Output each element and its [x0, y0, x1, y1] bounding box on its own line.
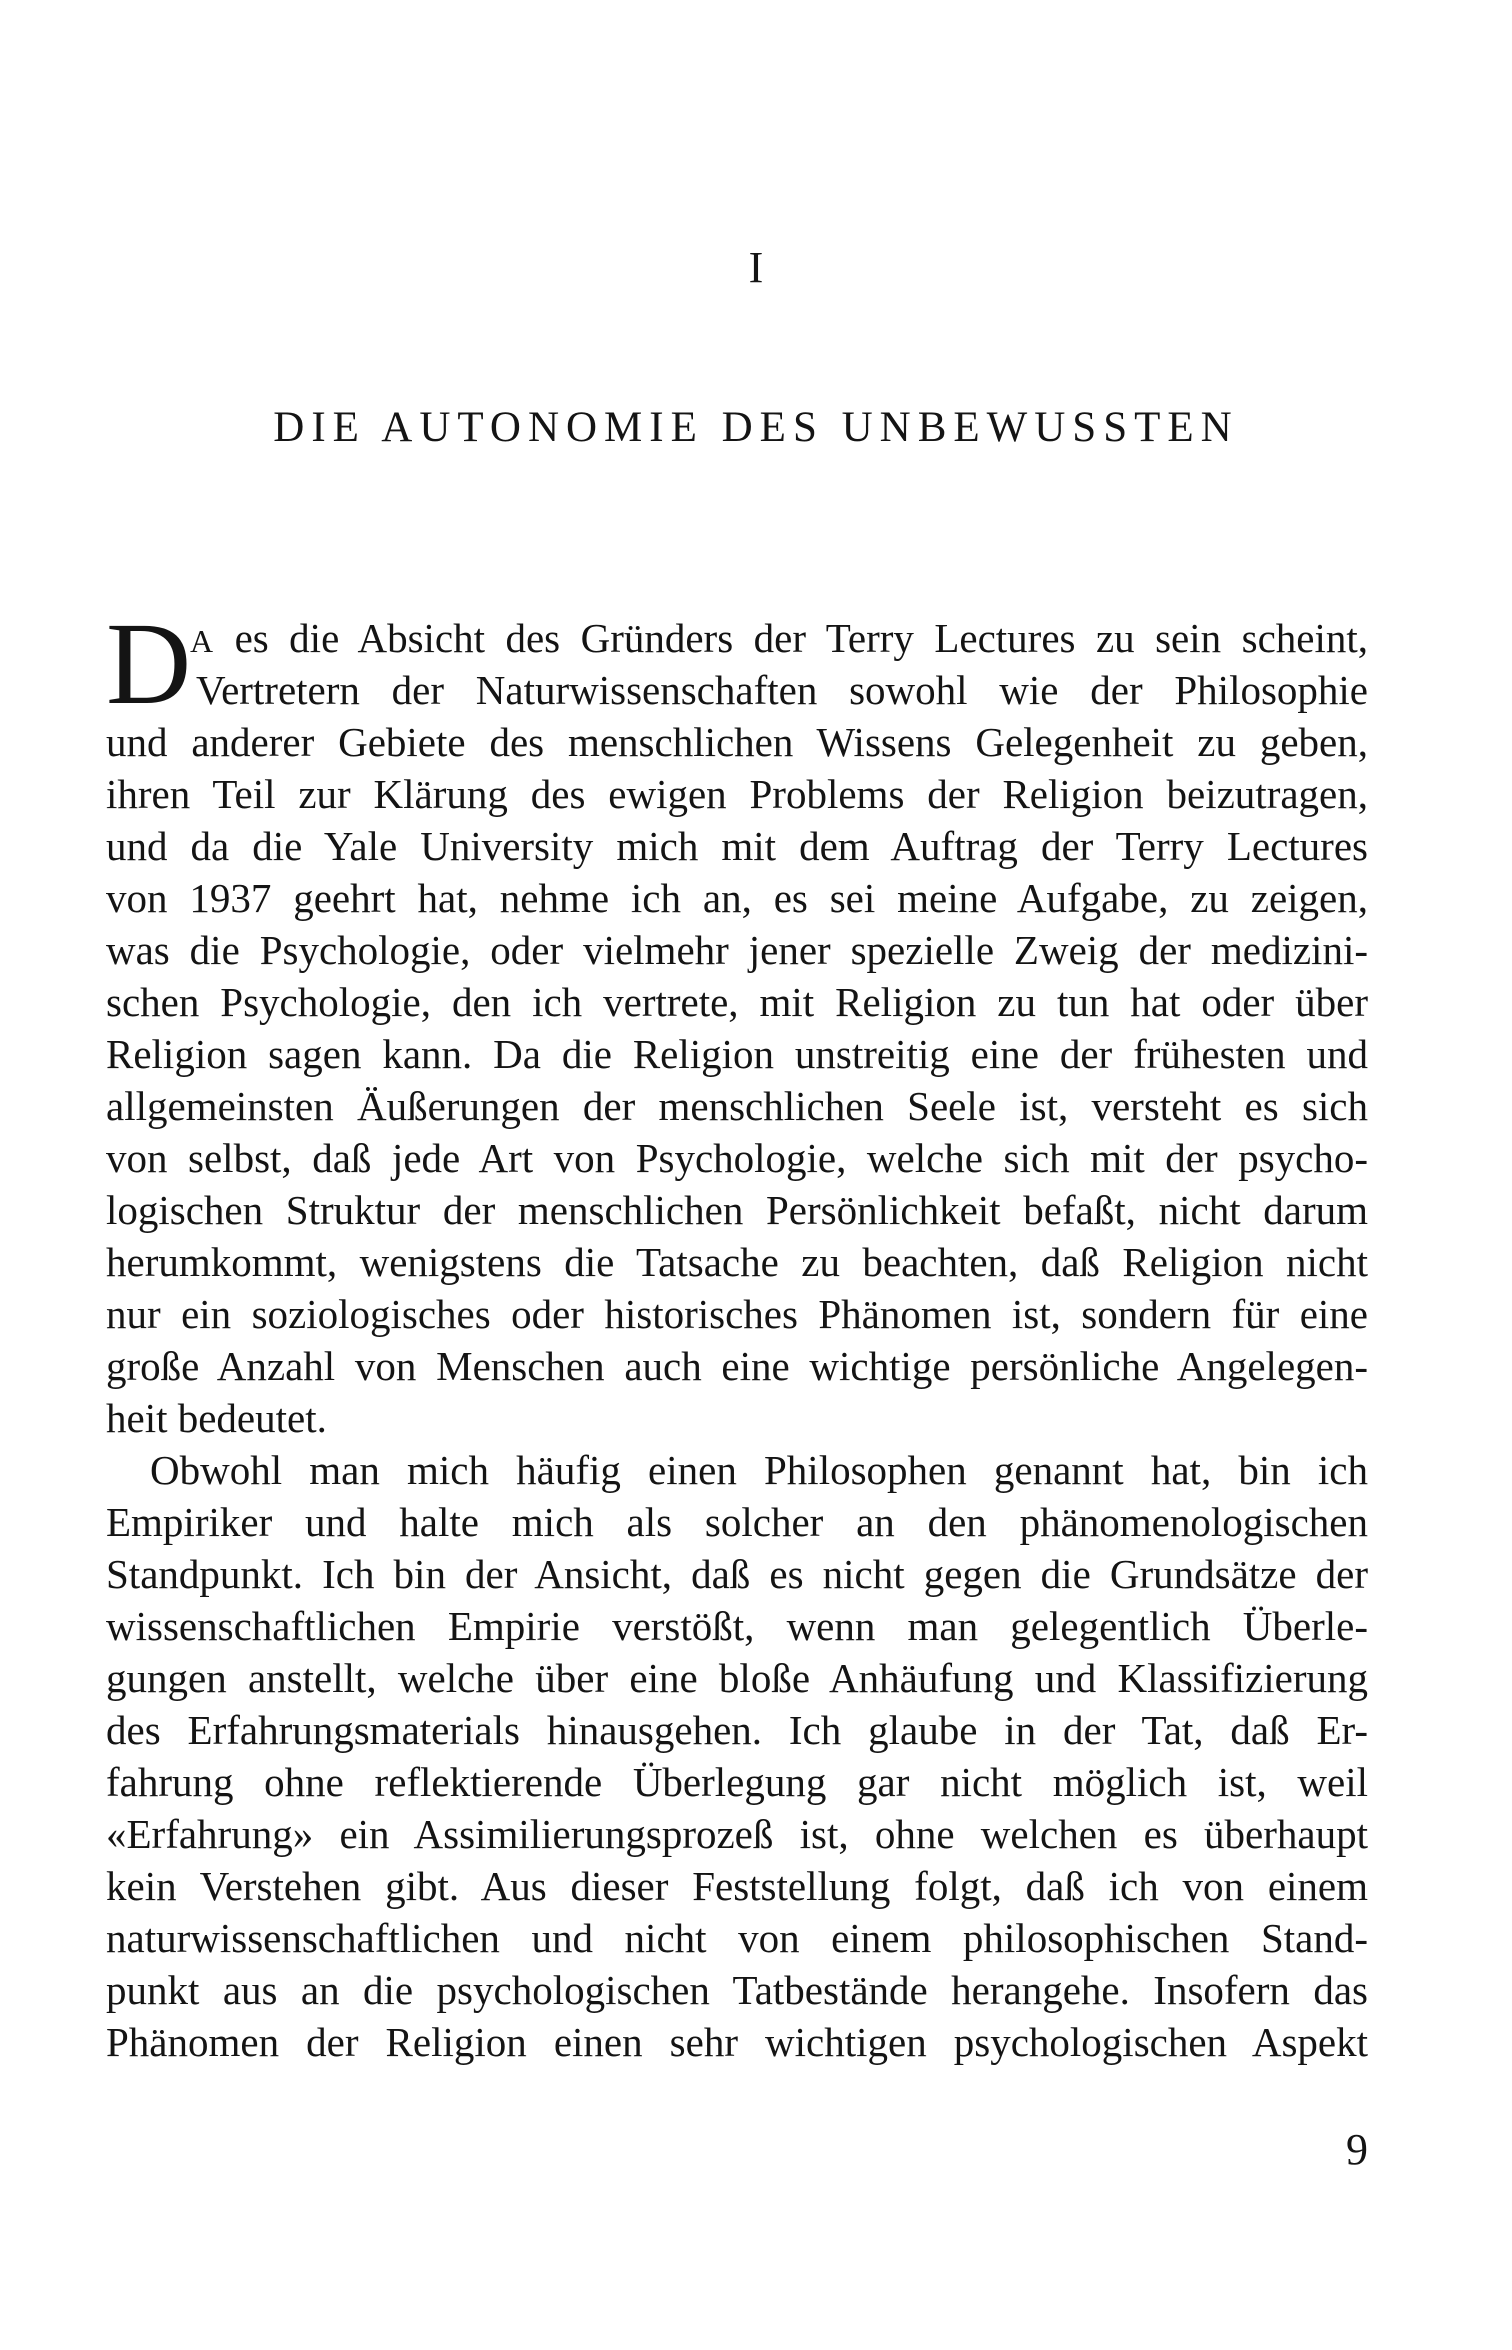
chapter-title: DIE AUTONOMIE DES UNBEWUSSTEN	[273, 404, 1239, 451]
text-line: von selbst, daß jede Art von Psychologie, welche sich mit der psycho-	[106, 1135, 1368, 1181]
text-line: gungen anstellt, welche über eine bloße Anhäufung und Klassifizierung	[106, 1655, 1368, 1701]
paragraph-2	[106, 1444, 1368, 2068]
text-line: heit bedeutet.	[106, 1395, 327, 1441]
text-line: Phänomen der Religion einen sehr wichtigen psychologischen Aspekt	[106, 2019, 1368, 2065]
text-line: große Anzahl von Menschen auch eine wichtige persönliche Angelegen-	[106, 1343, 1368, 1389]
text-line: Vertretern der Naturwissenschaften sowohl wie der Philosophie	[196, 667, 1368, 713]
text-line: Religion sagen kann. Da die Religion unstreitig eine der frühesten und	[106, 1031, 1368, 1077]
lead-smallcaps: A	[190, 623, 215, 659]
text-line: und da die Yale University mich mit dem Auftrag der Terry Lectures	[106, 823, 1368, 869]
text-line: Obwohl man mich häufig einen Philosophen genannt hat, bin ich	[150, 1447, 1368, 1493]
text-line: von 1937 geehrt hat, nehme ich an, es sei meine Aufgabe, zu zeigen,	[106, 875, 1368, 921]
text-line: herumkommt, wenigstens die Tatsache zu beachten, daß Religion nicht	[106, 1239, 1368, 1285]
text-line: logischen Struktur der menschlichen Persönlichkeit befaßt, nicht darum	[106, 1187, 1368, 1233]
chapter-number: I	[748, 243, 764, 292]
text-line: Standpunkt. Ich bin der Ansicht, daß es nicht gegen die Grundsätze der	[106, 1551, 1368, 1597]
text-line: Empiriker und halte mich als solcher an den phänomenologischen	[106, 1499, 1368, 1545]
drop-cap: D	[106, 598, 192, 729]
text-line: naturwissenschaftlichen und nicht von einem philosophischen Stand-	[106, 1915, 1368, 1961]
body-text	[106, 598, 1368, 2068]
text-line: und anderer Gebiete des menschlichen Wissens Gelegenheit zu geben,	[106, 719, 1368, 765]
text-line: «Erfahrung» ein Assimilierungsprozeß ist, ohne welchen es überhaupt	[106, 1811, 1368, 1857]
text-line: wissenschaftlichen Empirie verstößt, wenn man gelegentlich Überle-	[106, 1603, 1368, 1649]
text-line: was die Psychologie, oder vielmehr jener spezielle Zweig der medizini-	[106, 927, 1368, 973]
text-line: fahrung ohne reflektierende Überlegung gar nicht möglich ist, weil	[106, 1759, 1368, 1805]
text-line: nur ein soziologisches oder historisches Phänomen ist, sondern für eine	[106, 1291, 1368, 1337]
text-line: allgemeinsten Äußerungen der menschlichen Seele ist, versteht es sich	[106, 1083, 1368, 1129]
paragraph-1	[106, 598, 1368, 1444]
page-number: 9	[1346, 2125, 1368, 2174]
text-line: A es die Absicht des Gründers der Terry Lectures zu sein scheint,	[190, 615, 1368, 661]
text-line: des Erfahrungsmaterials hinausgehen. Ich glaube in der Tat, daß Er-	[106, 1707, 1368, 1753]
text-line: punkt aus an die psychologischen Tatbestände herangehe. Insofern das	[106, 1967, 1368, 2013]
text-line: ihren Teil zur Klärung des ewigen Problems der Religion beizutragen,	[106, 771, 1368, 817]
text-line: schen Psychologie, den ich vertrete, mit Religion zu tun hat oder über	[106, 979, 1368, 1025]
text-line: kein Verstehen gibt. Aus dieser Feststellung folgt, daß ich von einem	[106, 1863, 1368, 1909]
